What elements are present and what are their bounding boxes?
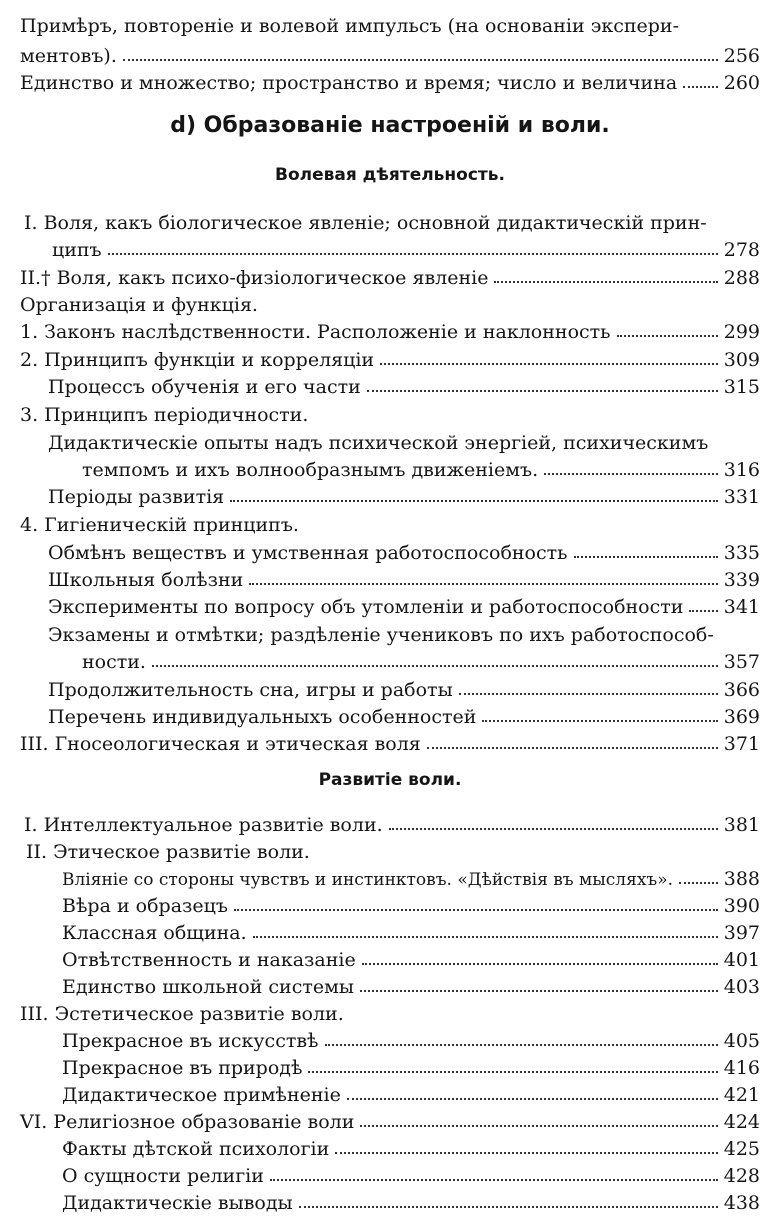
entry-page: 371 xyxy=(723,733,760,755)
entry-text: Періоды развитія xyxy=(48,486,225,508)
entry-text: 4. Гигіеническій принципъ. xyxy=(20,514,299,536)
entry-text: О сущности религіи xyxy=(62,1165,264,1187)
entry-page: 260 xyxy=(723,72,760,94)
toc-entry xyxy=(20,395,760,425)
toc-entry xyxy=(20,724,760,754)
toc-entry xyxy=(62,1048,760,1078)
entry-text: Дидактическіе опыты надъ психической энергіей, психическимъ xyxy=(48,432,709,454)
entry-page: 438 xyxy=(723,1192,760,1214)
subsection-heading: Волевая дѣятельность. xyxy=(275,165,505,185)
entry-text: Дидактическіе выводы xyxy=(62,1192,293,1214)
toc-entry xyxy=(48,533,760,563)
toc-entry xyxy=(48,477,760,507)
entry-text: темпомъ и ихъ волнообразнымъ движеніемъ. xyxy=(82,459,539,481)
entry-page: 288 xyxy=(723,267,760,289)
entry-page: 341 xyxy=(723,596,760,618)
toc-entry xyxy=(20,258,760,288)
entry-text: VI. Религіозное образованіе воли xyxy=(20,1111,355,1133)
entry-text: Единство школьной системы xyxy=(62,976,355,998)
entry-text: Эксперименты по вопросу объ утомленіи и работоспособности xyxy=(48,596,684,618)
entry-page: 299 xyxy=(723,321,760,343)
entry-text: Экзамены и отмѣтки; раздѣленіе учениковъ по ихъ работоспособ- xyxy=(48,624,714,646)
toc-entry xyxy=(62,913,760,943)
entry-text: III. Эстетическое развитіе воли. xyxy=(20,1003,344,1025)
entry-page: 316 xyxy=(723,459,760,481)
entry-text: Перечень индивидуальныхъ особенностей xyxy=(48,706,477,728)
toc-entry xyxy=(20,994,760,1024)
entry-page: 278 xyxy=(723,239,760,261)
entry-text: Единство и множество; пространство и время; число и величина xyxy=(20,72,678,94)
toc-entry xyxy=(82,642,760,672)
entry-text: Классная община. xyxy=(62,922,247,944)
entry-page: 366 xyxy=(723,679,760,701)
entry-text: 1. Законъ наслѣдственности. Расположеніе и наклонность xyxy=(20,321,611,343)
toc-entry xyxy=(48,560,760,590)
entry-text: Примѣръ, повтореніе и волевой импульсъ (на основаніи экспери- xyxy=(20,15,680,37)
entry-page: 256 xyxy=(723,45,760,67)
subsection-heading: Развитіе воли. xyxy=(318,770,462,790)
toc-entry xyxy=(48,423,760,453)
toc-entry xyxy=(20,1102,760,1132)
toc-entry xyxy=(62,967,760,997)
toc-entry xyxy=(62,859,760,889)
entry-text: Организація и функція. xyxy=(20,294,258,316)
entry-page: 416 xyxy=(723,1057,760,1079)
entry-text: Дидактическое примѣненіе xyxy=(62,1084,341,1106)
toc-entry xyxy=(62,1156,760,1186)
entry-page: 388 xyxy=(723,868,760,890)
entry-page: 424 xyxy=(723,1111,760,1133)
toc-entry xyxy=(48,367,760,397)
entry-page: 425 xyxy=(723,1138,760,1160)
entry-page: 405 xyxy=(723,1030,760,1052)
toc-entry xyxy=(48,697,760,727)
entry-text: Вліяніе со стороны чувствъ и инстинктовъ. «Дѣйствія въ мысляхъ». xyxy=(62,870,674,890)
entry-text: Школьныя болѣзни xyxy=(48,569,244,591)
toc-entry xyxy=(20,6,760,36)
entry-page: 339 xyxy=(723,569,760,591)
entry-text: Факты дѣтской психологіи xyxy=(62,1138,330,1160)
toc-entry xyxy=(62,1075,760,1105)
entry-text: II.† Воля, какъ психо-физіологическое явленіе xyxy=(20,267,489,289)
toc-entry xyxy=(48,670,760,700)
entry-page: 335 xyxy=(723,542,760,564)
entry-text: ментовъ). xyxy=(20,45,117,67)
toc-entry xyxy=(24,203,760,233)
entry-page: 428 xyxy=(723,1165,760,1187)
toc-entry xyxy=(82,450,760,480)
toc-entry xyxy=(62,886,760,916)
toc-entry xyxy=(20,36,760,66)
entry-page: 381 xyxy=(723,814,760,836)
entry-text: 2. Принципъ функціи и корреляціи xyxy=(20,349,375,371)
toc-entry xyxy=(24,805,760,835)
section-heading: d) Образованіе настроеній и воли. xyxy=(170,113,610,138)
entry-text: Прекрасное въ природѣ xyxy=(62,1057,303,1079)
entry-text: Процессъ обученія и его части xyxy=(48,376,361,398)
toc-entry xyxy=(48,615,760,645)
entry-page: 357 xyxy=(723,651,760,673)
entry-page: 403 xyxy=(723,976,760,998)
entry-page: 309 xyxy=(723,349,760,371)
entry-page: 397 xyxy=(723,922,760,944)
toc-entry xyxy=(62,1021,760,1051)
entry-text: ципъ xyxy=(52,239,102,261)
entry-text: 3. Принципъ періодичности. xyxy=(20,404,309,426)
toc-entry xyxy=(20,505,760,535)
toc-entry xyxy=(20,312,760,342)
entry-page: 401 xyxy=(723,949,760,971)
toc-entry xyxy=(20,63,760,93)
entry-text: Вѣра и образецъ xyxy=(62,895,228,917)
entry-page: 421 xyxy=(723,1084,760,1106)
toc-entry xyxy=(62,1183,760,1213)
entry-page: 315 xyxy=(723,376,760,398)
toc-entry xyxy=(20,285,760,315)
entry-text: II. Этическое развитіе воли. xyxy=(26,841,310,863)
entry-text: I. Интеллектуальное развитіе воли. xyxy=(24,814,383,836)
entry-page: 369 xyxy=(723,706,760,728)
entry-text: Обмѣнъ веществъ и умственная работоспособность xyxy=(48,542,568,564)
toc-entry xyxy=(62,940,760,970)
toc-entry xyxy=(48,587,760,617)
entry-page: 390 xyxy=(723,895,760,917)
entry-text: Прекрасное въ искусствѣ xyxy=(62,1030,319,1052)
toc-entry xyxy=(62,1129,760,1159)
entry-page: 331 xyxy=(723,486,760,508)
entry-text: Продолжительность сна, игры и работы xyxy=(48,679,453,701)
toc-entry xyxy=(20,340,760,370)
entry-text: III. Гносеологическая и этическая воля xyxy=(20,733,421,755)
toc-entry xyxy=(52,230,760,260)
toc-entry xyxy=(26,832,760,862)
entry-text: ности. xyxy=(82,651,146,673)
entry-text: Отвѣтственность и наказаніе xyxy=(62,949,356,971)
entry-text: I. Воля, какъ біологическое явленіе; основной дидактическій прин- xyxy=(24,212,707,234)
